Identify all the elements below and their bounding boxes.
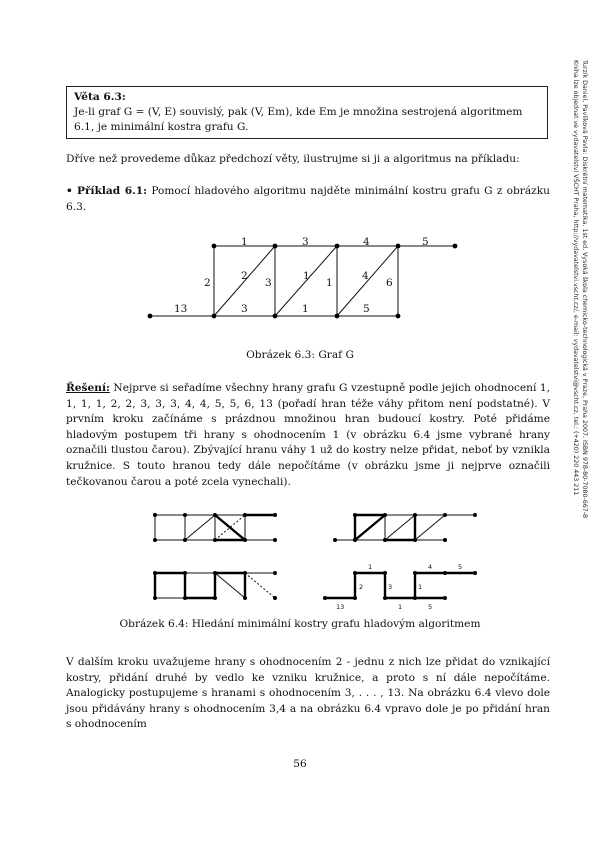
small-label-1c: 1 [398,603,403,611]
example-bullet: • [66,185,73,197]
label-diag1: 2 [241,270,248,282]
label-top4: 5 [422,236,429,248]
label-tail: 13 [174,303,188,315]
example-text: Pomocí hladového algoritmu najděte minimální kostru grafu G z obrázku 6.3. [66,185,550,213]
graph-figure-6-3 [140,236,480,336]
small-label-5a: 5 [458,563,463,571]
step-3-graph [153,571,277,600]
side-note-line-2: Kniha lze objednat ve vydavatelství VŠCHT Praha, http://vydavatelstvi.vscht.cz/, e-mail: vydavatelstvi@vscht.cz, tel.: (+420) 220 443 211 [572,60,579,496]
label-top1: 1 [241,236,248,248]
step-1-graph [153,513,277,542]
label-v2: 3 [265,277,272,289]
intro-paragraph: Dříve než provedeme důkaz předchozí věty, ilustrujme si ji a algoritmus na příkladu: [66,153,520,165]
figure-6-4-caption: Obrázek 6.4: Hledání minimální kostry grafu hladovým algoritmem [119,618,481,630]
small-label-2: 2 [359,583,364,591]
label-diag2: 1 [303,270,310,282]
label-top2: 3 [302,236,309,248]
example-title: Příklad 6.1: [77,185,148,197]
theorem-box [66,86,548,139]
example-paragraph [66,184,550,215]
solution-text: Nejprve si seřadíme všechny hrany grafu G vzestupně podle jejich ohodnocení 1, 1, 1, 1, 2, 2, 3, 3, 3, 4, 4, 5, 5, 6, 13 (pořadí hran téže váhy přitom není podstatné). V prvním kroku začínáme s prázdnou množinou hran budoucí kostry. Poté přidáme hladovým postupem tři hrany s ohodnocením 1 (v obrázku 6.4 jsme vybrané hrany označili tlustou čarou). Zbývající hranu váhy 1 už do kostry nelze přidat, neboť by vznikla kružnice. S touto hranou tedy dále nepočítáme (v obrázku jsme ji nejprve označili tečkovanou čarou a poté zcela vynechali). [66,382,550,488]
label-bot3: 5 [363,303,370,315]
small-label-4: 4 [428,563,433,571]
label-top3: 4 [363,236,370,248]
side-note-line-1: Turzík Daniel, Pavlíková Pavla: Diskrétní matematika. 1st ed. Vysoká škola chemicko-technologická v Praze, Praha 2007. ISBN 978-80-7080-667-8 [581,60,588,519]
page-number: 56 [293,758,307,770]
graph-figure-6-4 [145,505,485,615]
side-note-text [571,60,589,518]
step-4-graph [323,563,477,611]
small-label-1: 1 [368,563,373,571]
solution-paragraph [66,381,550,490]
solution-title: Řešení: [66,382,110,394]
label-v3: 1 [326,277,333,289]
theorem-title: Věta 6.3: [74,91,126,103]
label-left: 2 [204,277,211,289]
label-bot2: 1 [302,303,309,315]
small-label-13: 13 [336,603,345,611]
label-diag3: 4 [362,270,369,282]
label-v4: 6 [386,277,393,289]
figure-6-3-caption: Obrázek 6.3: Graf G [246,349,354,361]
step-2-graph [333,513,477,542]
small-label-5b: 5 [428,603,433,611]
theorem-text: Je-li graf G = (V, E) souvislý, pak (V, Em), kde Em je množina sestrojená algoritmem 6.1, je minimální kostra grafu G. [74,106,523,133]
small-label-3: 3 [388,583,393,591]
label-bot1: 3 [241,303,248,315]
small-label-1b: 1 [418,583,423,591]
next-paragraph: V dalším kroku uvažujeme hrany s ohodnocením 2 - jednu z nich lze přidat do vznikající kostry, přidání druhé by vedlo ke vzniku kružnice, a proto s ní dále nepočítáme. Analogicky postupujeme s hranami s ohodnocením 3, . . . , 13. Na obrázku 6.4 vlevo dole jsou přidávány hrany s ohodnocením 3,4 a na obrázku 6.4 vpravo dole je po přidání hran s ohodnocením [66,656,550,731]
side-note [571,60,595,580]
